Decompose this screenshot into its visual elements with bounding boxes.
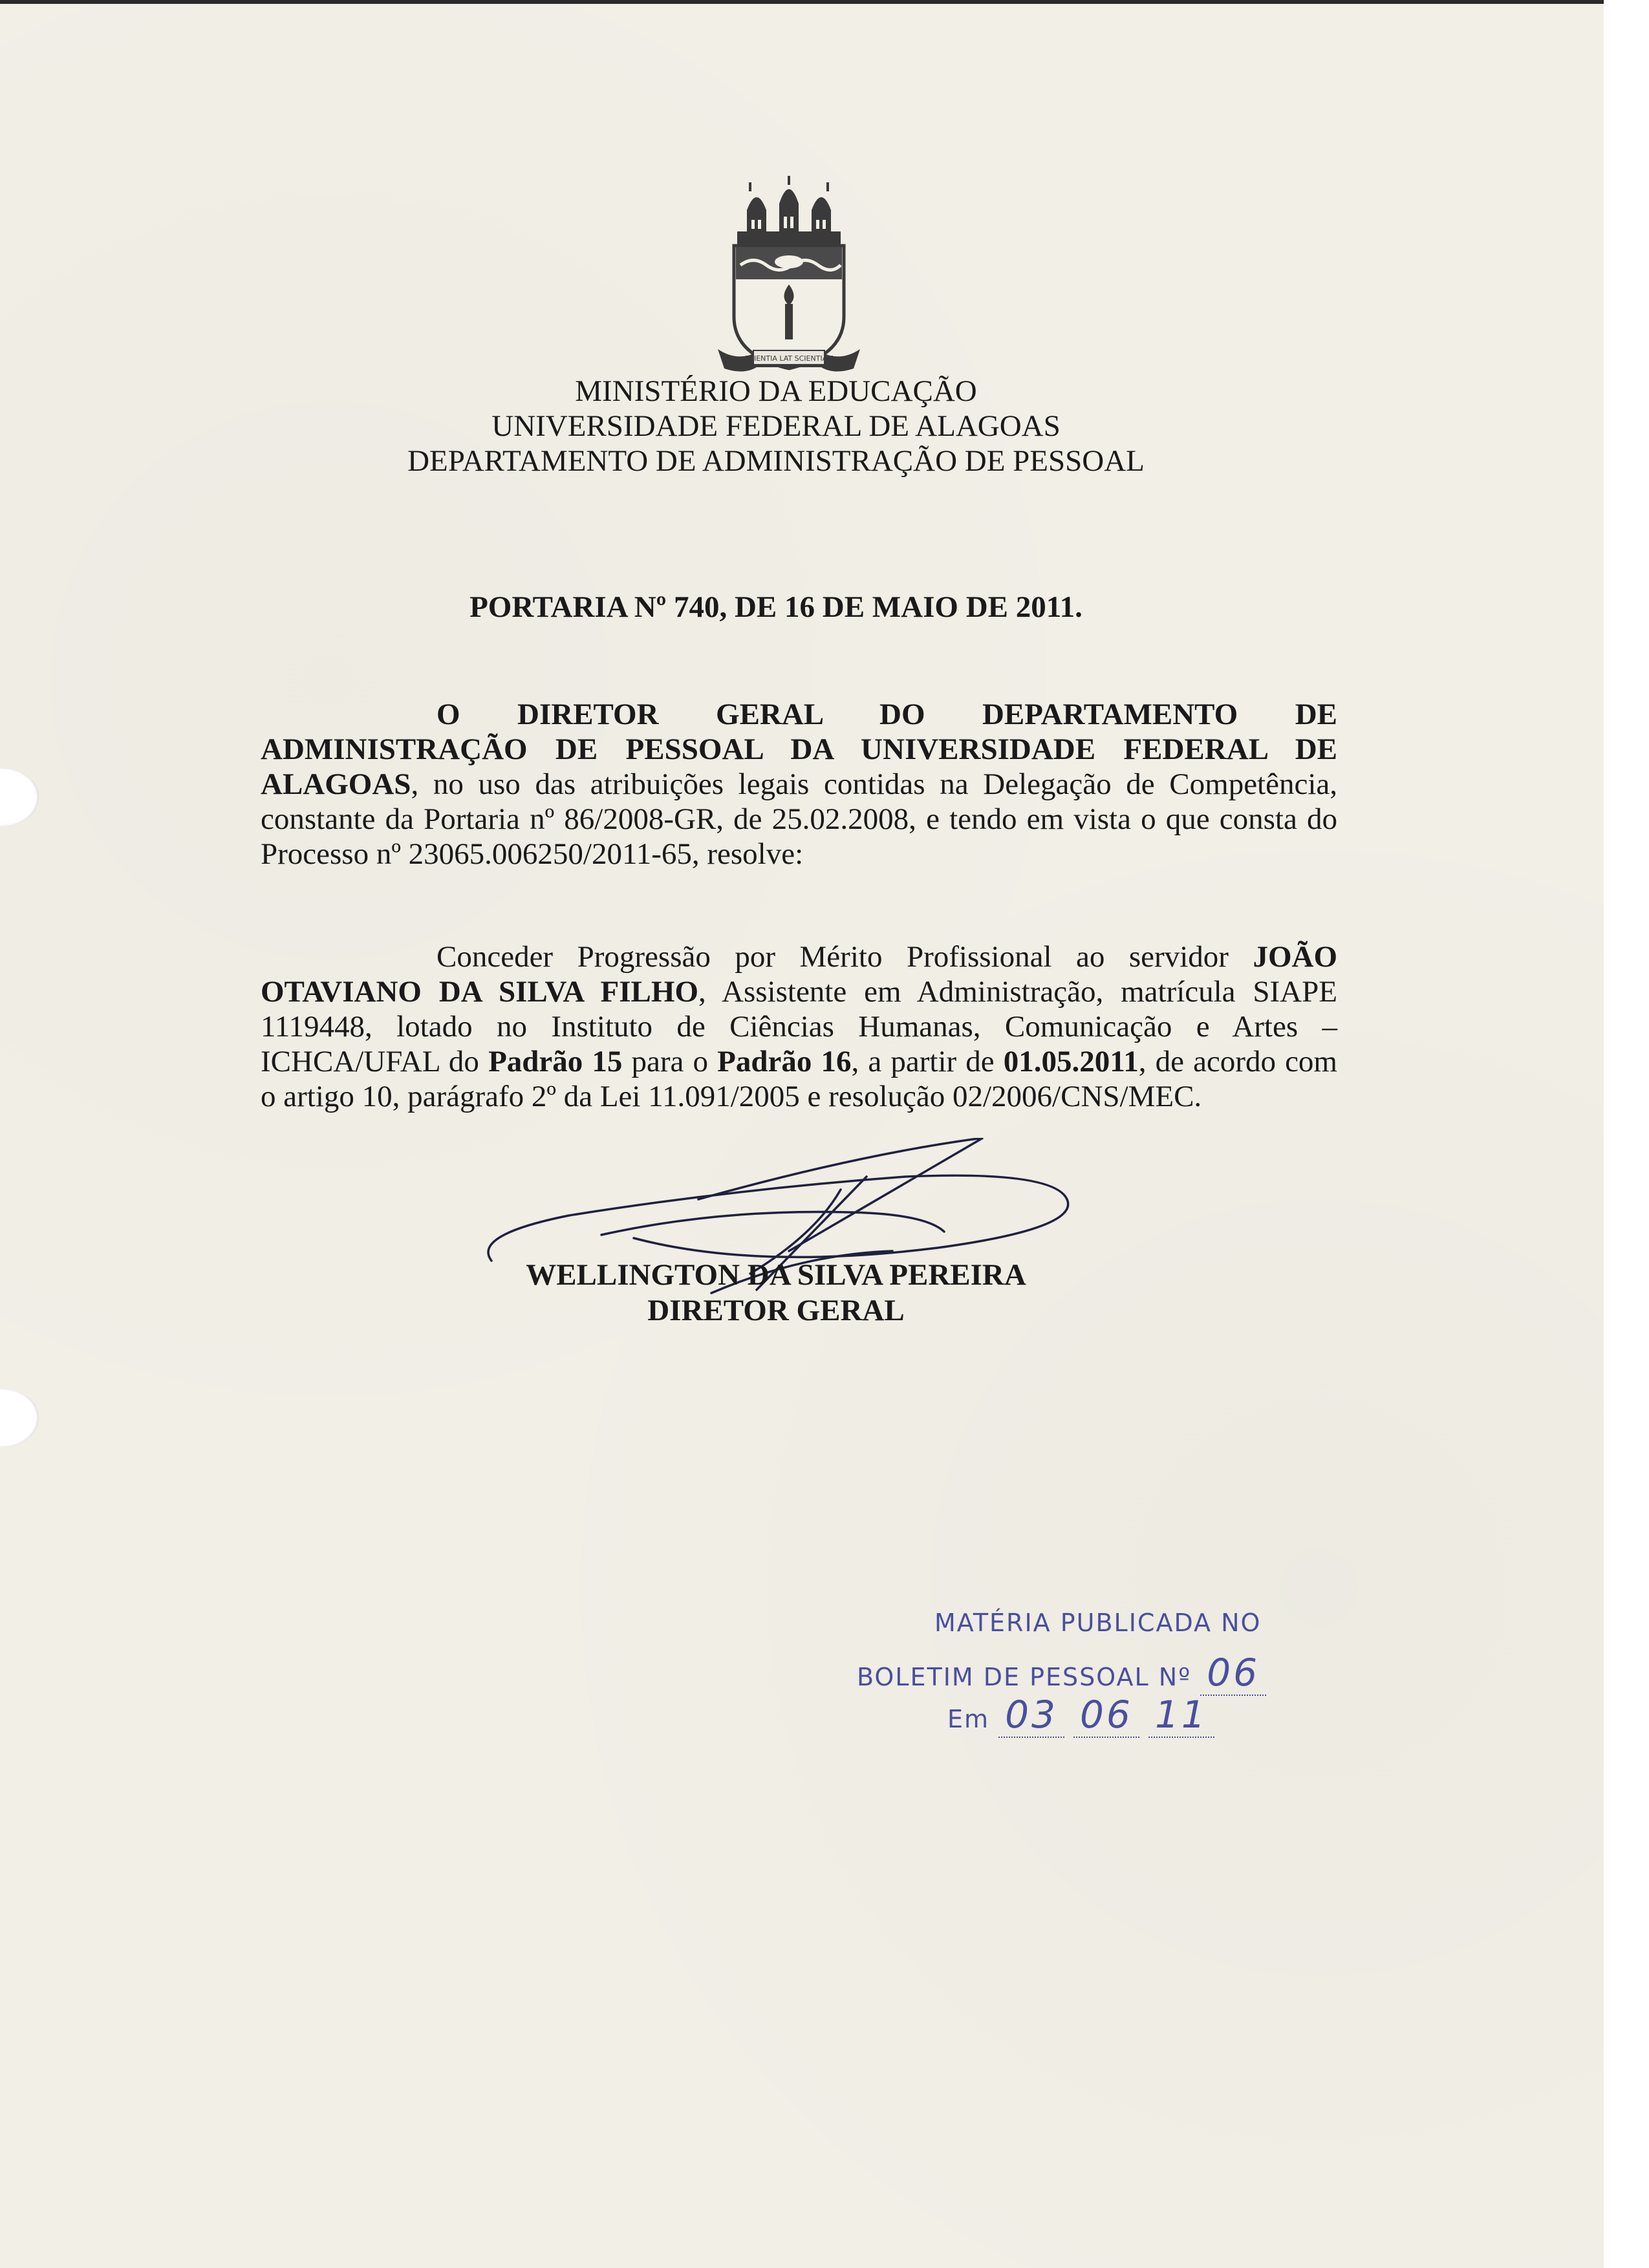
scan-right-margin: [1604, 0, 1649, 2268]
preamble-text: , no uso das atribuições legais contidas na Delegação de Competência, constante da Portaria nº 86/2008-GR, de 25.02.2008, e tendo em vista o que consta do Processo nº 23065.006250/2011-65, resolve:: [261, 767, 1337, 871]
stamp-date-year: 11: [1148, 1693, 1214, 1738]
stamp-date-row: [947, 1693, 1214, 1737]
stamp-em-label: Em: [947, 1705, 990, 1733]
punch-hole-top: [0, 768, 39, 826]
stamp-date-month: 06: [1073, 1693, 1139, 1738]
paragraph-resolution: [261, 939, 1337, 1114]
resolution-text-2: , Assistente em Administração, matrícula SIAPE 1119448, lotado no Instituto de Ciências Humanas, Comunicação e Artes – ICHCA/UFAL do: [261, 975, 1337, 1078]
resolution-text-5: , de acordo com o artigo 10, parágrafo 2º da Lei 11.091/2005 e resolução 02/2006/CNS/MEC.: [261, 1045, 1337, 1113]
preamble-bold-lead: O DIRETOR GERAL DO DEPARTAMENTO DE ADMINISTRAÇÃO DE PESSOAL DA UNIVERSIDADE FEDERAL DE ALAGOAS: [261, 698, 1337, 801]
document-header: [259, 374, 1293, 478]
portaria-title: PORTARIA Nº 740, DE 16 DE MAIO DE 2011.: [469, 590, 1083, 624]
header-ministry: MINISTÉRIO DA EDUCAÇÃO: [575, 374, 977, 408]
header-university: UNIVERSIDADE FEDERAL DE ALAGOAS: [491, 409, 1061, 443]
publication-stamp: [857, 1602, 1322, 1751]
university-crest-icon: [718, 175, 860, 381]
resolution-text-1: Conceder Progressão por Mérito Profissional ao servidor: [436, 940, 1253, 974]
to-level: Padrão 16: [717, 1045, 852, 1078]
punch-hole-bottom: [0, 1389, 39, 1447]
signer-block: [453, 1257, 1099, 1329]
scan-top-edge: [0, 0, 1604, 4]
signer-name: WELLINGTON DA SILVA PEREIRA: [526, 1258, 1026, 1292]
resolution-text-3: para o: [622, 1045, 718, 1078]
stamp-bulletin-number: 06: [1200, 1651, 1266, 1696]
paragraph-preamble: [261, 697, 1337, 872]
servant-name: JOÃO OTAVIANO DA SILVA FILHO: [261, 940, 1337, 1009]
signer-role: DIRETOR GERAL: [647, 1294, 905, 1327]
header-department: DEPARTAMENTO DE ADMINISTRAÇÃO DE PESSOAL: [407, 444, 1145, 478]
crest-motto: SCIENTIA LAT SCIENTIAM: [744, 354, 834, 363]
resolution-text-4: , a partir de: [851, 1045, 1004, 1078]
stamp-line-2-row: [857, 1651, 1266, 1695]
stamp-line-1: MATÉRIA PUBLICADA NO: [934, 1609, 1262, 1637]
stamp-line-2: BOLETIM DE PESSOAL Nº: [857, 1663, 1192, 1691]
from-level: Padrão 15: [488, 1045, 623, 1078]
stamp-date-day: 03: [998, 1693, 1064, 1738]
effective-date: 01.05.2011: [1003, 1045, 1139, 1078]
